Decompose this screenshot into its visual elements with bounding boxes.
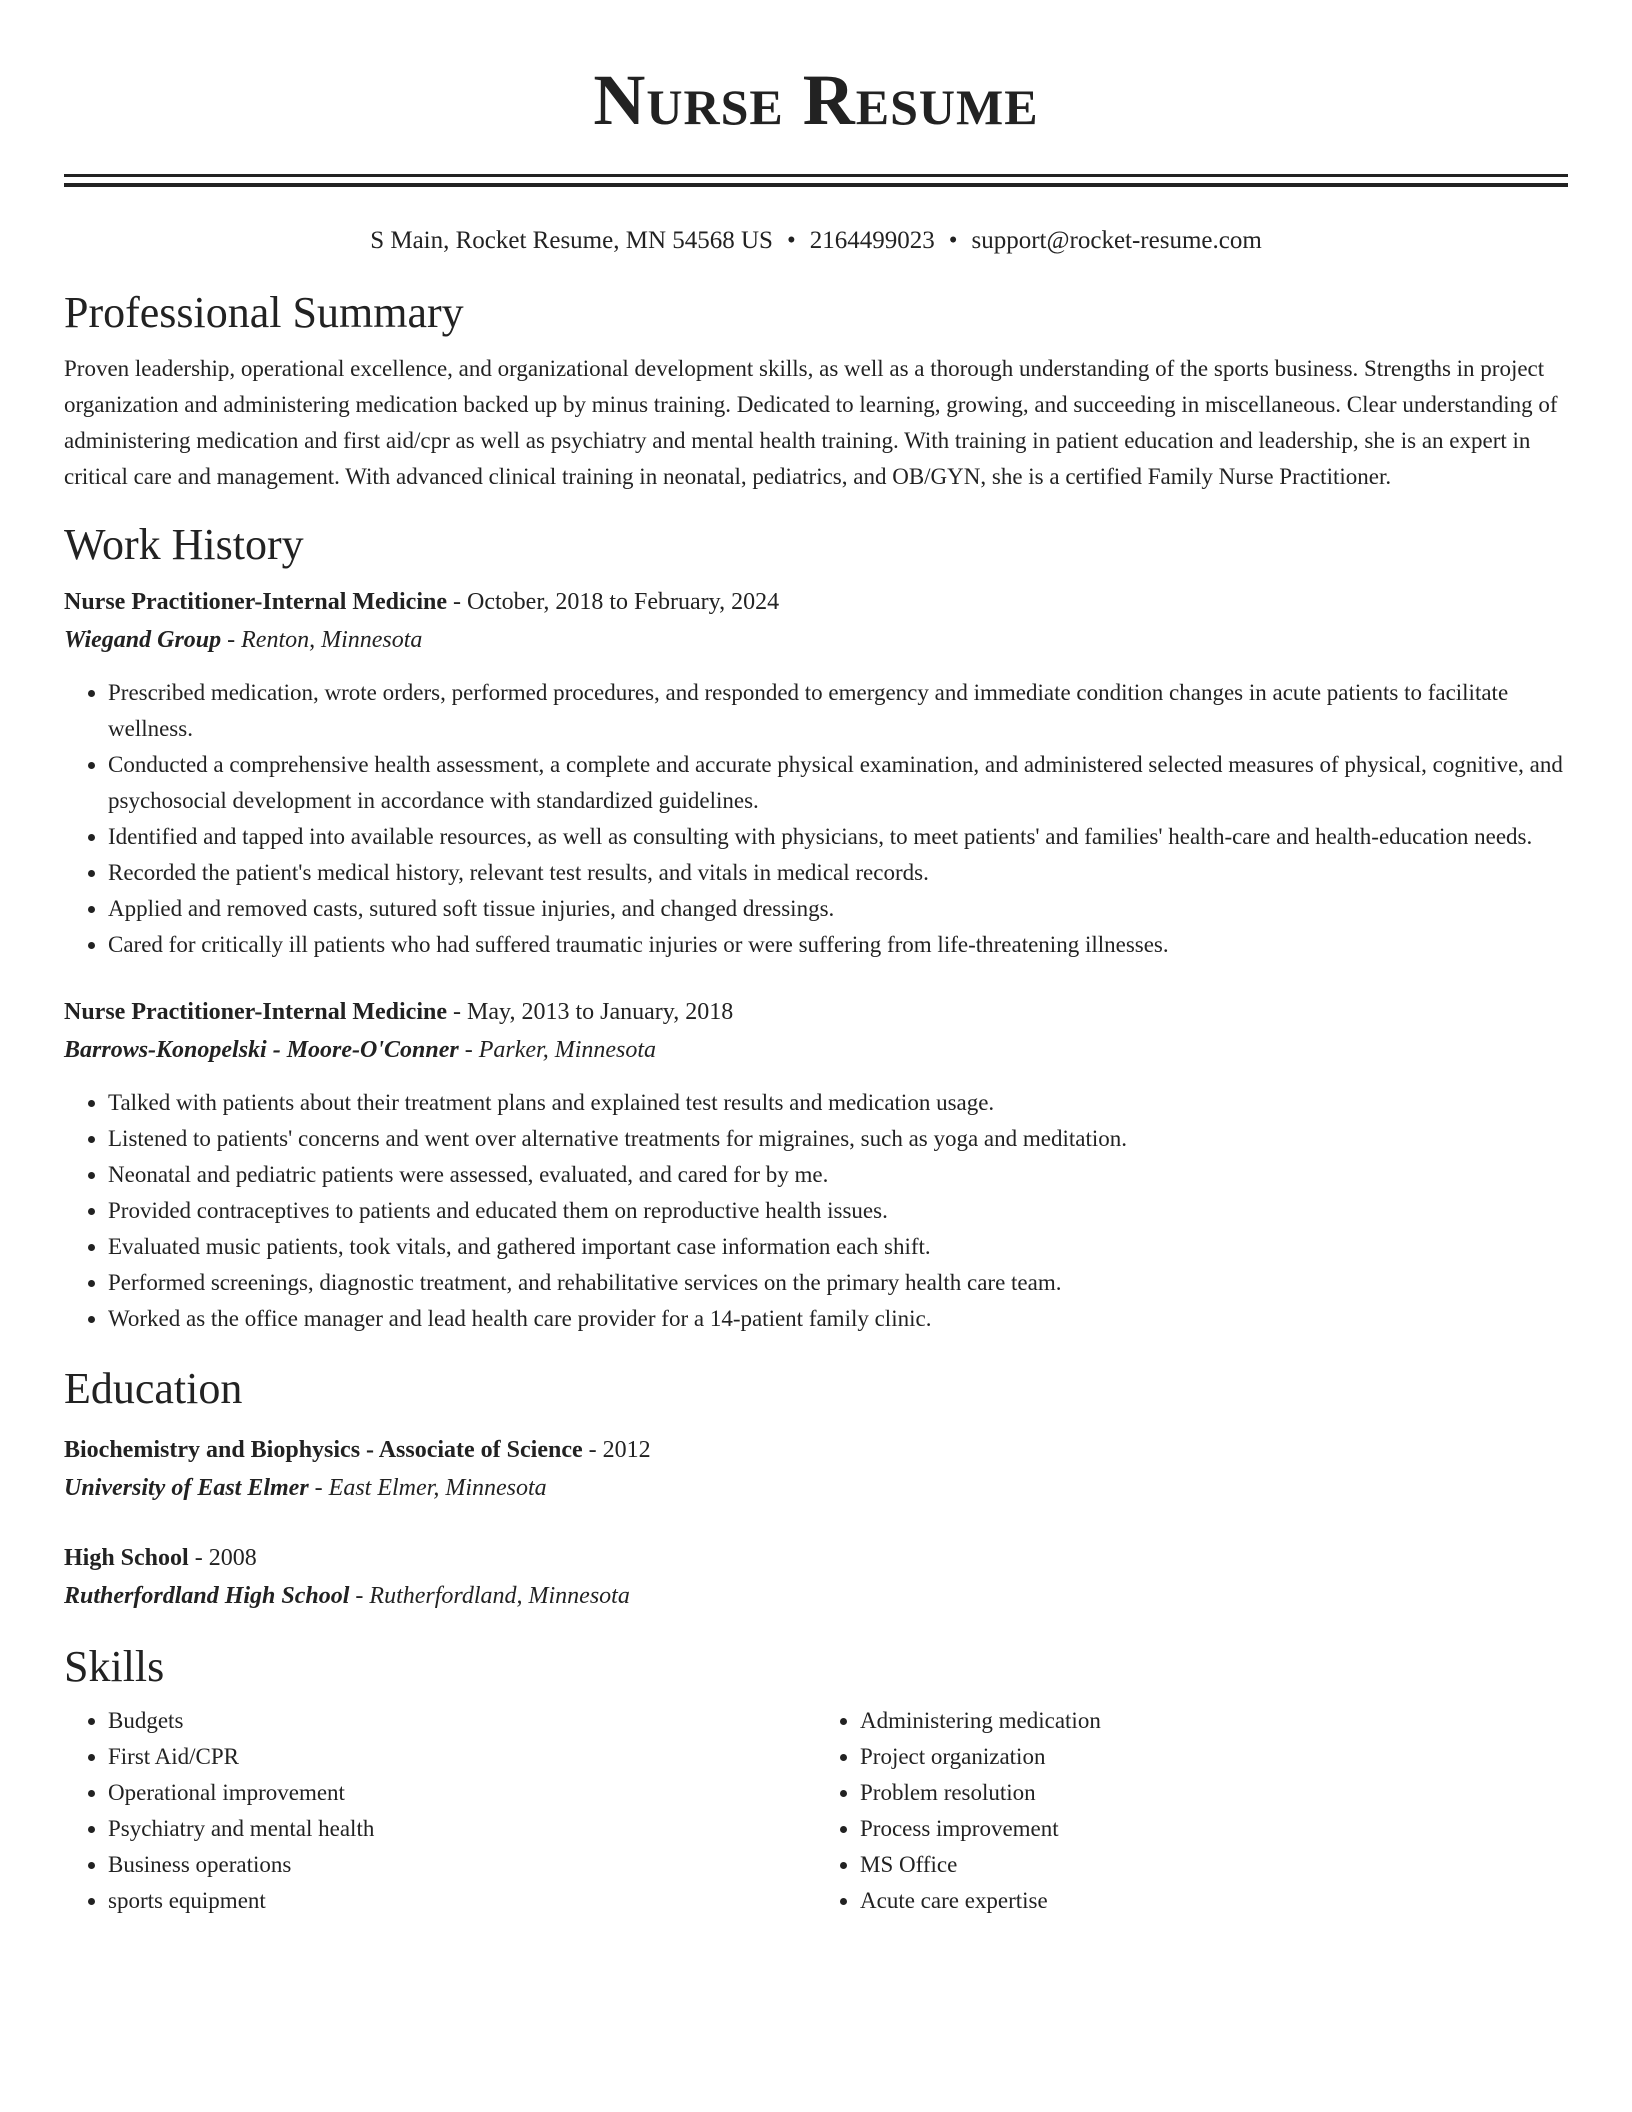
skill-item: • MS Office — [860, 1847, 1568, 1883]
contact-address: S Main, Rocket Resume, MN 54568 US — [370, 227, 773, 254]
list-item: • Recorded the patient's medical history, relevant test results, and vitals in medical records. — [108, 855, 1568, 891]
education-degree-line — [64, 1431, 1568, 1469]
job-location: - Parker, Minnesota — [458, 1037, 657, 1063]
job-company: Barrows-Konopelski - Moore-O'Conner — [64, 1037, 459, 1063]
education-location: - Rutherfordland, Minnesota — [349, 1583, 630, 1609]
skills-columns — [64, 1703, 1568, 1919]
education-school: University of East Elmer — [64, 1475, 309, 1501]
contact-separator: • — [786, 227, 796, 254]
education-degree: High School — [64, 1545, 189, 1571]
list-item: • Prescribed medication, wrote orders, performed procedures, and responded to emergency and immediate condition changes in acute patients to facilitate wellness. — [108, 675, 1568, 747]
skill-item: • Budgets — [108, 1703, 816, 1739]
education-year: - 2008 — [188, 1545, 257, 1571]
education-school: Rutherfordland High School — [64, 1583, 350, 1609]
job-title: Nurse Practitioner-Internal Medicine — [64, 999, 448, 1025]
summary-text: Proven leadership, operational excellence, and organizational development skills, as well as a thorough understanding of the sports business. Strengths in project organization and administering medication backed up by minus training. Dedicated to learning, growing, and succeeding in miscellaneous. Clear understanding of administering medication and first aid/cpr as well as psychiatry and mental health training. With training in patient education and leadership, she is an expert in critical care and management. With advanced clinical training in neonatal, pediatrics, and OB/GYN, she is a certified Family Nurse Practitioner. — [64, 356, 1558, 489]
list-item: • Identified and tapped into available resources, as well as consulting with physicians, to meet patients' and families' health-care and health-education needs. — [108, 819, 1568, 855]
list-item: • Worked as the office manager and lead health care provider for a 14-patient family clinic. — [108, 1301, 1568, 1337]
list-item: • Talked with patients about their treatment plans and explained test results and medication usage. — [108, 1085, 1568, 1121]
contact-email: support@rocket-resume.com — [971, 227, 1262, 254]
list-item: • Evaluated music patients, took vitals, and gathered important case information each shift. — [108, 1229, 1568, 1265]
education-entry — [64, 1539, 1568, 1615]
job-entry — [64, 583, 1568, 963]
skill-item: • Administering medication — [860, 1703, 1568, 1739]
job-company-line — [64, 621, 1568, 659]
skills-list-right — [816, 1703, 1568, 1919]
section-heading-summary: Professional Summary — [64, 288, 464, 337]
list-item: • Applied and removed casts, sutured soft tissue injuries, and changed dressings. — [108, 891, 1568, 927]
job-company-line — [64, 1031, 1568, 1069]
contact-phone: 2164499023 — [809, 227, 935, 254]
header-rule-bottom — [64, 183, 1568, 187]
skill-item: • Project organization — [860, 1739, 1568, 1775]
job-dates: - May, 2013 to January, 2018 — [447, 999, 734, 1025]
resume-name: Nurse Resume — [593, 60, 1039, 140]
skill-item: • Process improvement — [860, 1811, 1568, 1847]
education-school-line — [64, 1577, 1568, 1615]
job-dates: - October, 2018 to February, 2024 — [447, 589, 780, 615]
header-rule-top — [64, 174, 1568, 177]
list-item: • Provided contraceptives to patients and educated them on reproductive health issues. — [108, 1193, 1568, 1229]
list-item: • Performed screenings, diagnostic treatment, and rehabilitative services on the primary health care team. — [108, 1265, 1568, 1301]
job-title-line — [64, 993, 1568, 1031]
education-school-line — [64, 1469, 1568, 1507]
skill-item: • sports equipment — [108, 1883, 816, 1919]
skill-item: • Business operations — [108, 1847, 816, 1883]
skill-item: • Acute care expertise — [860, 1883, 1568, 1919]
job-title-line — [64, 583, 1568, 621]
education-year: - 2012 — [582, 1437, 651, 1463]
job-entry — [64, 993, 1568, 1337]
list-item: • Cared for critically ill patients who had suffered traumatic injuries or were suffering from life-threatening illnesses. — [108, 927, 1568, 963]
job-bullets — [64, 1085, 1568, 1337]
list-item: • Neonatal and pediatric patients were assessed, evaluated, and cared for by me. — [108, 1157, 1568, 1193]
skills-list-left — [64, 1703, 816, 1919]
skill-item: • First Aid/CPR — [108, 1739, 816, 1775]
education-location: - East Elmer, Minnesota — [308, 1475, 547, 1501]
skill-item: • Problem resolution — [860, 1775, 1568, 1811]
section-heading-education: Education — [64, 1364, 243, 1413]
education-degree: Biochemistry and Biophysics - Associate of Science — [64, 1437, 583, 1463]
job-company: Wiegand Group — [64, 627, 222, 653]
skill-item: • Psychiatry and mental health — [108, 1811, 816, 1847]
list-item: • Listened to patients' concerns and went over alternative treatments for migraines, such as yoga and meditation. — [108, 1121, 1568, 1157]
section-heading-skills: Skills — [64, 1642, 165, 1691]
list-item: • Conducted a comprehensive health assessment, a complete and accurate physical examination, and administered selected measures of physical, cognitive, and psychosocial development in accordance with standardized guidelines. — [108, 747, 1568, 819]
job-bullets — [64, 675, 1568, 963]
education-entry — [64, 1431, 1568, 1507]
contact-line — [64, 225, 1568, 257]
job-title: Nurse Practitioner-Internal Medicine — [64, 589, 448, 615]
education-degree-line — [64, 1539, 1568, 1577]
skill-item: • Operational improvement — [108, 1775, 816, 1811]
contact-separator: • — [948, 227, 958, 254]
section-heading-work-history: Work History — [64, 520, 304, 569]
job-location: - Renton, Minnesota — [221, 627, 423, 653]
